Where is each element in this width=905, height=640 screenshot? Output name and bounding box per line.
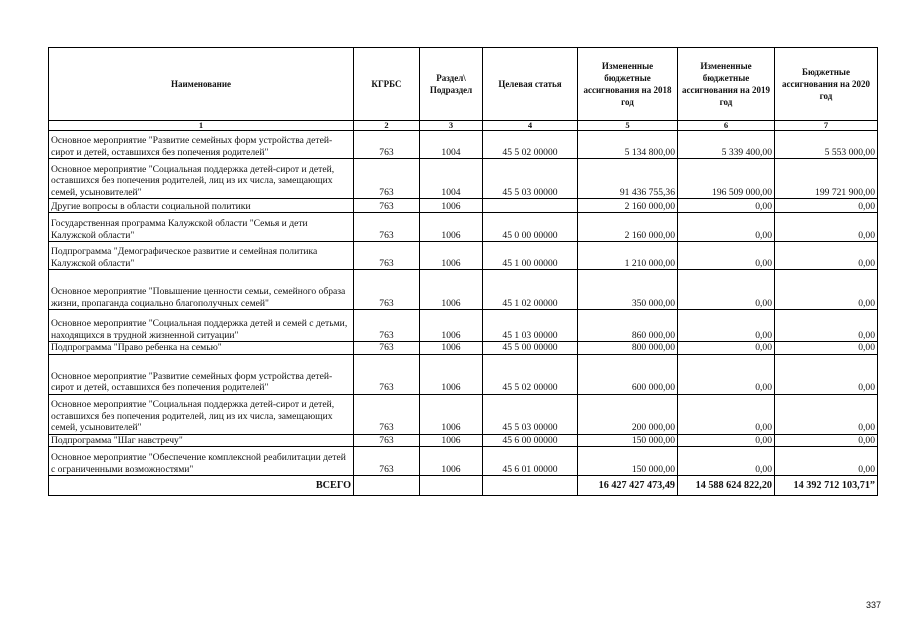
row-kgrbs: 763 bbox=[354, 310, 420, 342]
row-2019: 0,00 bbox=[678, 447, 775, 476]
total-row bbox=[49, 476, 878, 496]
table-row bbox=[49, 310, 878, 342]
row-2019: 0,00 bbox=[678, 342, 775, 355]
total-label: ВСЕГО bbox=[49, 476, 354, 496]
row-2018: 5 134 800,00 bbox=[578, 131, 678, 159]
header-row bbox=[49, 48, 878, 121]
row-2019: 0,00 bbox=[678, 354, 775, 394]
row-kgrbs: 763 bbox=[354, 342, 420, 355]
row-kgrbs: 763 bbox=[354, 434, 420, 447]
row-2020: 0,00 bbox=[775, 394, 878, 434]
row-target: 45 5 02 00000 bbox=[483, 131, 578, 159]
row-2018: 800 000,00 bbox=[578, 342, 678, 355]
row-section: 1006 bbox=[420, 447, 483, 476]
table-row bbox=[49, 342, 878, 355]
col-number: 7 bbox=[775, 121, 878, 131]
row-section: 1006 bbox=[420, 394, 483, 434]
row-kgrbs: 763 bbox=[354, 447, 420, 476]
row-target: 45 1 00 00000 bbox=[483, 242, 578, 270]
col-number: 3 bbox=[420, 121, 483, 131]
row-2020: 0,00 bbox=[775, 354, 878, 394]
row-name: Основное мероприятие "Обеспечение комплексной реабилитации детей с ограниченными возможностями" bbox=[49, 447, 354, 476]
row-name: Основное мероприятие "Социальная поддержка детей-сирот и детей, оставшихся без попечения родителей, лиц из их числа, замещающих семей, усыновителей" bbox=[49, 159, 354, 199]
row-name: Основное мероприятие "Социальная поддержка детей-сирот и детей, оставшихся без попечения родителей, лиц из их числа, замещающих семей, усыновителей" bbox=[49, 394, 354, 434]
row-section: 1006 bbox=[420, 242, 483, 270]
row-target bbox=[483, 199, 578, 213]
row-section: 1006 bbox=[420, 270, 483, 310]
header-2018: Измененные бюджетные ассигнования на 2018 год bbox=[578, 48, 678, 121]
row-2020: 199 721 900,00 bbox=[775, 159, 878, 199]
row-2018: 150 000,00 bbox=[578, 434, 678, 447]
row-kgrbs: 763 bbox=[354, 242, 420, 270]
row-target: 45 6 01 00000 bbox=[483, 447, 578, 476]
row-2018: 200 000,00 bbox=[578, 394, 678, 434]
page-number: 337 bbox=[865, 600, 881, 610]
row-name: Основное мероприятие "Социальная поддержка детей и семей с детьми, находящихся в трудной жизненной ситуации" bbox=[49, 310, 354, 342]
col-number: 5 bbox=[578, 121, 678, 131]
header-2019: Измененные бюджетные ассигнования на 2019 год bbox=[678, 48, 775, 121]
row-target: 45 1 02 00000 bbox=[483, 270, 578, 310]
table-row bbox=[49, 434, 878, 447]
row-kgrbs: 763 bbox=[354, 270, 420, 310]
header-target: Целевая статья bbox=[483, 48, 578, 121]
table-row bbox=[49, 199, 878, 213]
table-row bbox=[49, 354, 878, 394]
row-2018: 2 160 000,00 bbox=[578, 199, 678, 213]
row-2018: 91 436 755,36 bbox=[578, 159, 678, 199]
total-2020: 14 392 712 103,71” bbox=[775, 476, 878, 496]
row-2019: 0,00 bbox=[678, 434, 775, 447]
row-2018: 1 210 000,00 bbox=[578, 242, 678, 270]
budget-table bbox=[48, 47, 878, 496]
row-target: 45 5 02 00000 bbox=[483, 354, 578, 394]
row-target: 45 5 03 00000 bbox=[483, 159, 578, 199]
row-name: Основное мероприятие "Развитие семейных форм устройства детей-сирот и детей, оставшихся без попечения родителей" bbox=[49, 131, 354, 159]
row-2019: 0,00 bbox=[678, 213, 775, 242]
row-kgrbs: 763 bbox=[354, 354, 420, 394]
row-2018: 2 160 000,00 bbox=[578, 213, 678, 242]
row-2018: 150 000,00 bbox=[578, 447, 678, 476]
table-row bbox=[49, 270, 878, 310]
col-number: 4 bbox=[483, 121, 578, 131]
header-kgrbs: КГРБС bbox=[354, 48, 420, 121]
row-2020: 0,00 bbox=[775, 342, 878, 355]
table-row bbox=[49, 131, 878, 159]
total-empty-cell bbox=[420, 476, 483, 496]
header-2020: Бюджетные ассигнования на 2020 год bbox=[775, 48, 878, 121]
row-kgrbs: 763 bbox=[354, 131, 420, 159]
row-target: 45 6 00 00000 bbox=[483, 434, 578, 447]
row-2019: 196 509 000,00 bbox=[678, 159, 775, 199]
row-2018: 860 000,00 bbox=[578, 310, 678, 342]
table-row bbox=[49, 447, 878, 476]
row-target: 45 1 03 00000 bbox=[483, 310, 578, 342]
row-2019: 0,00 bbox=[678, 199, 775, 213]
row-2018: 350 000,00 bbox=[578, 270, 678, 310]
row-target: 45 0 00 00000 bbox=[483, 213, 578, 242]
table-row bbox=[49, 242, 878, 270]
row-name: Основное мероприятие "Повышение ценности семьи, семейного образа жизни, пропаганда социально благополучных семей" bbox=[49, 270, 354, 310]
row-2019: 0,00 bbox=[678, 394, 775, 434]
row-name: Подпрограмма "Шаг навстречу" bbox=[49, 434, 354, 447]
total-empty-cell bbox=[483, 476, 578, 496]
row-2020: 0,00 bbox=[775, 434, 878, 447]
header-section: Раздел\ Подраздел bbox=[420, 48, 483, 121]
row-kgrbs: 763 bbox=[354, 213, 420, 242]
row-2018: 600 000,00 bbox=[578, 354, 678, 394]
row-section: 1006 bbox=[420, 342, 483, 355]
row-name: Подпрограмма "Демографическое развитие и семейная политика Калужской области" bbox=[49, 242, 354, 270]
row-2020: 0,00 bbox=[775, 199, 878, 213]
row-2019: 0,00 bbox=[678, 270, 775, 310]
row-2019: 0,00 bbox=[678, 310, 775, 342]
row-2020: 0,00 bbox=[775, 242, 878, 270]
col-number: 6 bbox=[678, 121, 775, 131]
row-name: Государственная программа Калужской области "Семья и дети Калужской области" bbox=[49, 213, 354, 242]
row-section: 1006 bbox=[420, 213, 483, 242]
row-2019: 0,00 bbox=[678, 242, 775, 270]
row-2020: 0,00 bbox=[775, 447, 878, 476]
row-section: 1006 bbox=[420, 199, 483, 213]
col-number: 2 bbox=[354, 121, 420, 131]
row-name: Другие вопросы в области социальной политики bbox=[49, 199, 354, 213]
row-section: 1004 bbox=[420, 159, 483, 199]
header-name: Наименование bbox=[49, 48, 354, 121]
total-2018: 16 427 427 473,49 bbox=[578, 476, 678, 496]
total-2019: 14 588 624 822,20 bbox=[678, 476, 775, 496]
row-kgrbs: 763 bbox=[354, 199, 420, 213]
row-2020: 0,00 bbox=[775, 213, 878, 242]
row-name: Основное мероприятие "Развитие семейных форм устройства детей-сирот и детей, оставшихся без попечения родителей" bbox=[49, 354, 354, 394]
row-name: Подпрограмма "Право ребенка на семью" bbox=[49, 342, 354, 355]
col-number: 1 bbox=[49, 121, 354, 131]
row-2019: 5 339 400,00 bbox=[678, 131, 775, 159]
row-2020: 5 553 000,00 bbox=[775, 131, 878, 159]
row-target: 45 5 03 00000 bbox=[483, 394, 578, 434]
row-section: 1006 bbox=[420, 434, 483, 447]
row-section: 1004 bbox=[420, 131, 483, 159]
table-row bbox=[49, 213, 878, 242]
row-2020: 0,00 bbox=[775, 270, 878, 310]
row-2020: 0,00 bbox=[775, 310, 878, 342]
row-section: 1006 bbox=[420, 310, 483, 342]
table-row bbox=[49, 394, 878, 434]
row-target: 45 5 00 00000 bbox=[483, 342, 578, 355]
row-section: 1006 bbox=[420, 354, 483, 394]
total-empty-cell bbox=[354, 476, 420, 496]
table-row bbox=[49, 159, 878, 199]
row-kgrbs: 763 bbox=[354, 159, 420, 199]
row-kgrbs: 763 bbox=[354, 394, 420, 434]
column-number-row bbox=[49, 121, 878, 131]
